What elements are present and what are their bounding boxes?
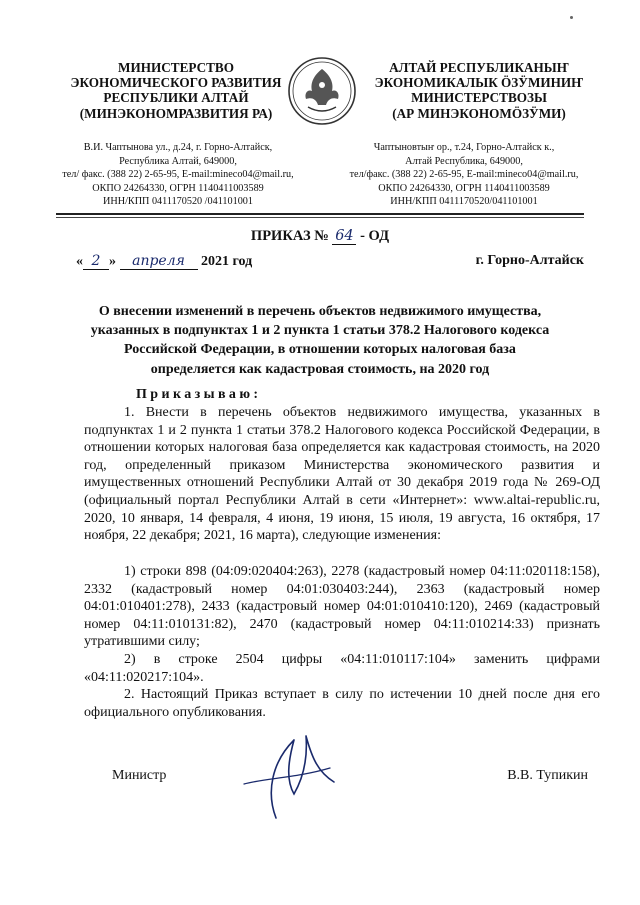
ministry-title-alt-line: МИНИСТЕРСТВОЗЫ <box>411 90 547 106</box>
directive-word: Приказываю: <box>136 387 262 402</box>
header-divider <box>56 213 584 215</box>
address-line: ОКПО 24264330, ОГРН 1140411003589 <box>378 182 550 194</box>
date-year: 2021 год <box>201 254 253 269</box>
address-line: Республика Алтай, 649000, <box>119 155 237 167</box>
ministry-title-ru-line: РЕСПУБЛИКИ АЛТАЙ <box>103 90 249 106</box>
order-number: 64 <box>332 228 356 245</box>
address-line: В.И. Чаптынова ул., д.24, г. Горно-Алтайск, <box>83 142 273 153</box>
order-title-suffix: - ОД <box>360 228 390 244</box>
ministry-address-alt <box>326 141 602 209</box>
paragraph-1: 1. Внести в перечень объектов недвижимого имущества, указанных в подпунктах 1 и 2 пункта 1 статьи 378.2 Налогового кодекса Российской Федерации, в отношении которых налоговая база определяется как кадастровая стоимость, на 2020 год, определенный приказом Министерства экономического развития и имущественных отношений Республики Алтай от 30 декабря 2019 года № 269-ОД (официальный портал Республики Алтай в сети «Интернет»: www.altai-republic.ru, 2020, 10 января, 14 февраля, 4 июня, 19 июня, 15 июля, 19 августа, 16 октября, 17 ноября, 22 декабря; 2021, 16 марта), следующие изменения: <box>84 405 600 544</box>
order-title <box>0 228 640 245</box>
ministry-title-alt-line: АЛТАЙ РЕСПУБЛИКАНЫҤ <box>389 60 569 75</box>
ministry-title-ru <box>56 60 296 121</box>
address-line: тел/факс. (388 22) 2-65-95, E-mail:mineco04@mail.ru, <box>349 169 579 181</box>
paragraph-2: 2. Настоящий Приказ вступает в силу по истечении 10 дней после дня его официального опубликования. <box>84 687 600 720</box>
paragraph-1-item-1: 1) строки 898 (04:09:020404:263), 2278 (кадастровый номер 04:11:020118:158), 2332 (кадастровый номер 04:01:030403:244), 2363 (кадастровый номер 04:01:010401:278), 2433 (кадастровый номер 04:01:010410:120), 2469 (кадастровый номер 04:11:010131:82), 2470 (кадастровый номер 04:11:010214:33) признать утратившими силу; <box>84 564 600 650</box>
order-subject: О внесении изменений в перечень объектов недвижимого имущества, указанных в подпунктах 1 и 2 пункта 1 статьи 378.2 Налогового кодекса Российской Федерации, в отношении которых налоговая база определяется как кадастровая стоимость, на 2020 год <box>90 304 550 377</box>
ministry-title-alt <box>354 60 604 121</box>
ministry-address-ru <box>40 141 316 209</box>
date-close-quote: » <box>109 254 116 269</box>
date-day: 2 <box>83 253 109 270</box>
order-city: г. Горно-Алтайск <box>475 253 584 268</box>
address-line: Алтай Республика, 649000, <box>405 155 523 167</box>
address-line: Чаптыновтыҥ ор., т.24, Горно-Алтайск к., <box>373 142 555 153</box>
ministry-title-alt-line: ЭКОНОМИКАЛЫК ӦЗӰМИНИҤ <box>374 75 584 91</box>
signatory-name: В.В. Тупикин <box>507 768 588 783</box>
order-date <box>76 253 252 270</box>
address-line: тел/ факс. (388 22) 2-65-95, E-mail:mineco04@mail.ru, <box>62 169 294 181</box>
coat-of-arms-icon <box>286 55 358 127</box>
address-line: ИНН/КПП 0411170520/041101001 <box>390 196 538 208</box>
order-title-prefix: ПРИКАЗ № <box>250 228 329 244</box>
address-line: ОКПО 24264330, ОГРН 1140411003589 <box>92 182 264 194</box>
date-month: апреля <box>120 253 198 270</box>
signatory-position: Министр <box>112 768 167 783</box>
date-open-quote: « <box>76 254 83 269</box>
address-line: ИНН/КПП 0411170520 /041101001 <box>103 196 253 208</box>
ministry-title-alt-line: (АР МИНЭКОНОМӦЗӰМИ) <box>392 105 566 121</box>
ministry-title-ru-line: МИНИСТЕРСТВО <box>118 60 234 75</box>
ministry-title-ru-line: ЭКОНОМИЧЕСКОГО РАЗВИТИЯ <box>70 75 282 91</box>
paragraph-1-item-2: 2) в строке 2504 цифры «04:11:010117:104» заменить цифрами «04:11:020217:104». <box>84 652 600 685</box>
ministry-title-ru-line: (МИНЭКОНОМРАЗВИТИЯ РА) <box>79 105 273 121</box>
scan-speck <box>570 16 573 19</box>
handwritten-signature <box>236 722 356 832</box>
header-divider-thin <box>56 217 584 218</box>
